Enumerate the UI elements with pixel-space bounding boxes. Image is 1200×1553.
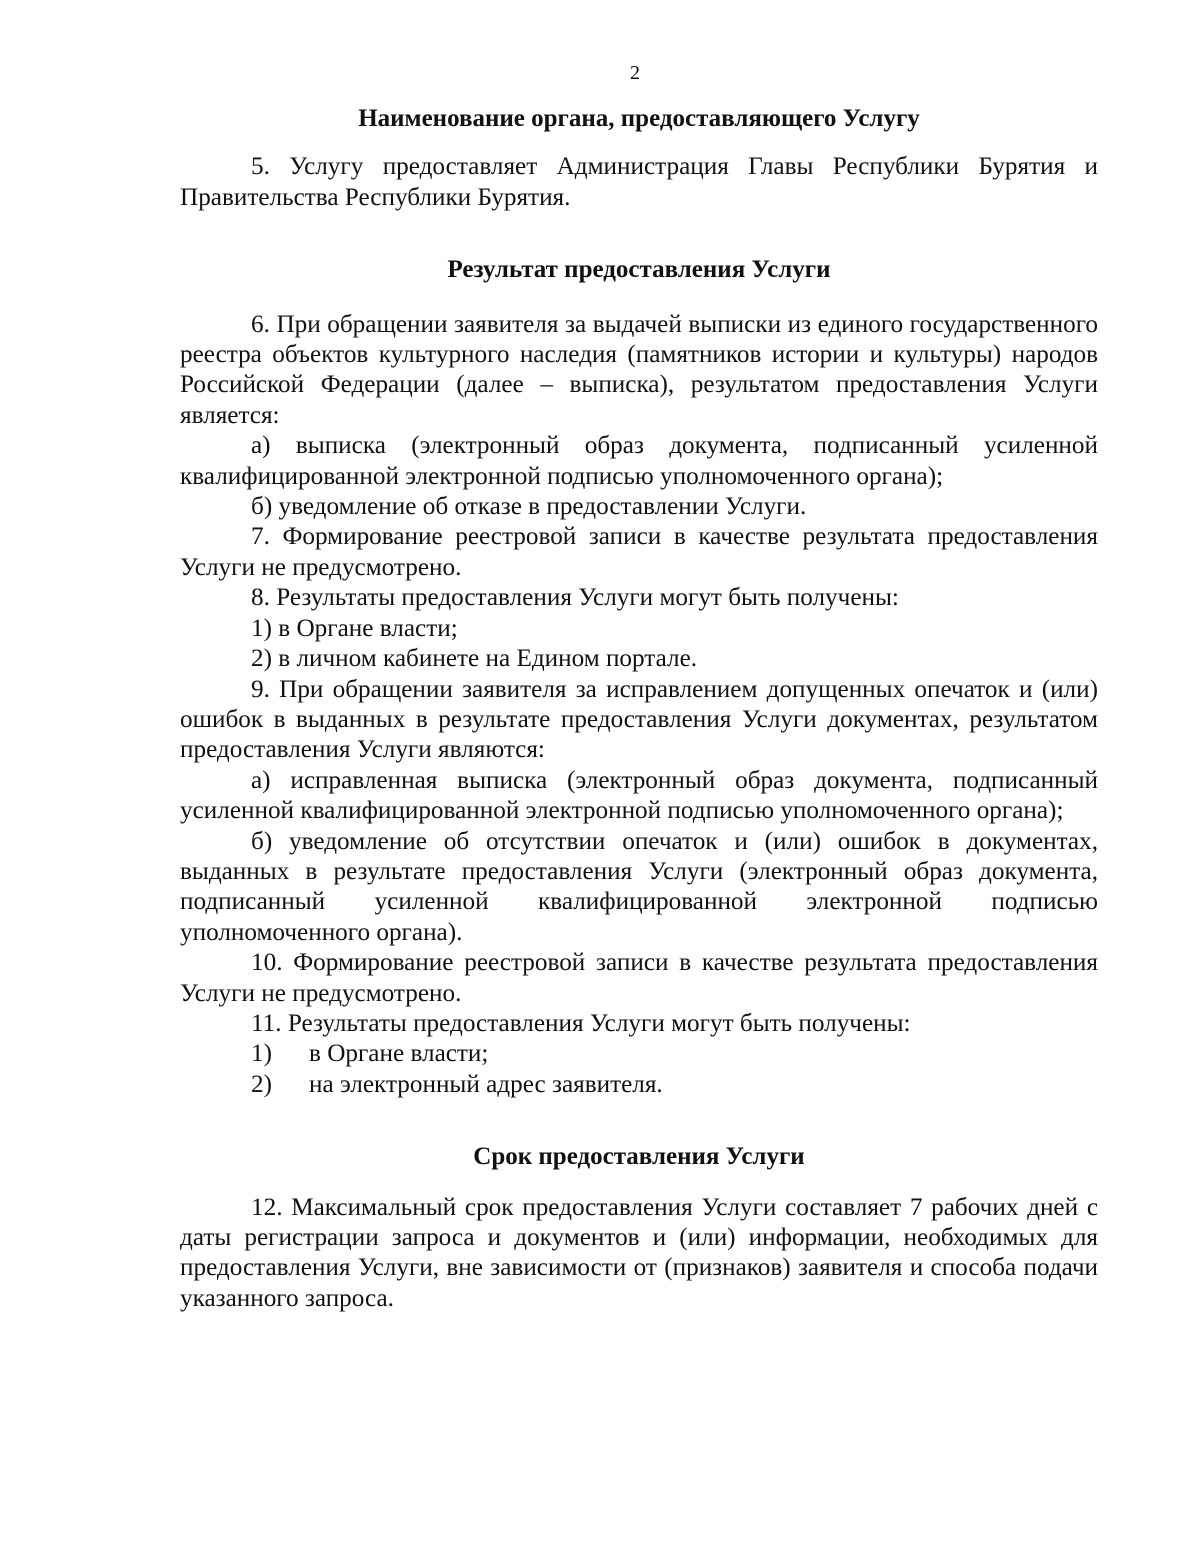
list-number: 1) — [251, 1040, 272, 1068]
paragraph-6b: б) уведомление об отказе в предоставлении Услуги. — [251, 493, 807, 521]
paragraph-5: 5. Услугу предоставляет Администрация Главы Республики Бурятия и Правительства Республики Бурятия. — [180, 153, 1098, 211]
list-text: на электронный адрес заявителя. — [309, 1070, 663, 1098]
paragraph-6: 6. При обращении заявителя за выдачей выписки из единого государственного реестра объектов культурного наследия (памятников истории и культуры) народов Российской Федерации (далее – выписка), результатом предоставления Услуги является: — [180, 310, 1098, 429]
paragraph-11-item-1 — [180, 1039, 1098, 1069]
paragraph-10: 10. Формирование реестровой записи в качестве результата предоставления Услуги не предусмотрено. — [180, 949, 1098, 1007]
paragraph-8-item-1: 1) в Органе власти; — [251, 614, 458, 642]
paragraph-7: 7. Формирование реестровой записи в качестве результата предоставления Услуги не предусмотрено. — [180, 523, 1098, 581]
section-heading-authority: Наименование органа, предоставляющего Услугу — [358, 105, 920, 132]
paragraph-9a: а) исправленная выписка (электронный образ документа, подписанный усиленной квалифицированной электронной подписью уполномоченного органа); — [180, 766, 1098, 825]
paragraph-6a: а) выписка (электронный образ документа, подписанный усиленной квалифицированной электронной подписью уполномоченного органа); — [180, 432, 1098, 490]
paragraph-11: 11. Результаты предоставления Услуги могут быть получены: — [251, 1009, 911, 1037]
paragraph-12: 12. Максимальный срок предоставления Услуги составляет 7 рабочих дней с даты регистрации запроса и документов и (или) информации, необходимых для предоставления Услуги, вне зависимости от (признаков) заявителя и способа подачи указанного запроса. — [180, 1193, 1098, 1312]
section-heading-result: Результат предоставления Услуги — [447, 256, 831, 284]
list-number: 2) — [251, 1070, 272, 1098]
paragraph-11-item-2 — [180, 1070, 1098, 1100]
page-number: 2 — [630, 62, 640, 84]
paragraph-8: 8. Результаты предоставления Услуги могут быть получены: — [251, 584, 899, 612]
document-body — [180, 104, 1098, 1314]
paragraph-9: 9. При обращении заявителя за исправлением допущенных опечаток и (или) ошибок в выданных в результате предоставления Услуги документах, результатом предоставления Услуги являются: — [180, 675, 1098, 764]
paragraph-8-item-2: 2) в личном кабинете на Едином портале. — [251, 645, 698, 673]
section-heading-term: Срок предоставления Услуги — [473, 1143, 805, 1171]
paragraph-9b: б) уведомление об отсутствии опечаток и (или) ошибок в документах, выданных в результате предоставления Услуги (электронный образ документа, подписанный усиленной квалифицированной электронной подписью уполномоченного органа). — [180, 827, 1098, 946]
list-text: в Органе власти; — [309, 1040, 489, 1068]
